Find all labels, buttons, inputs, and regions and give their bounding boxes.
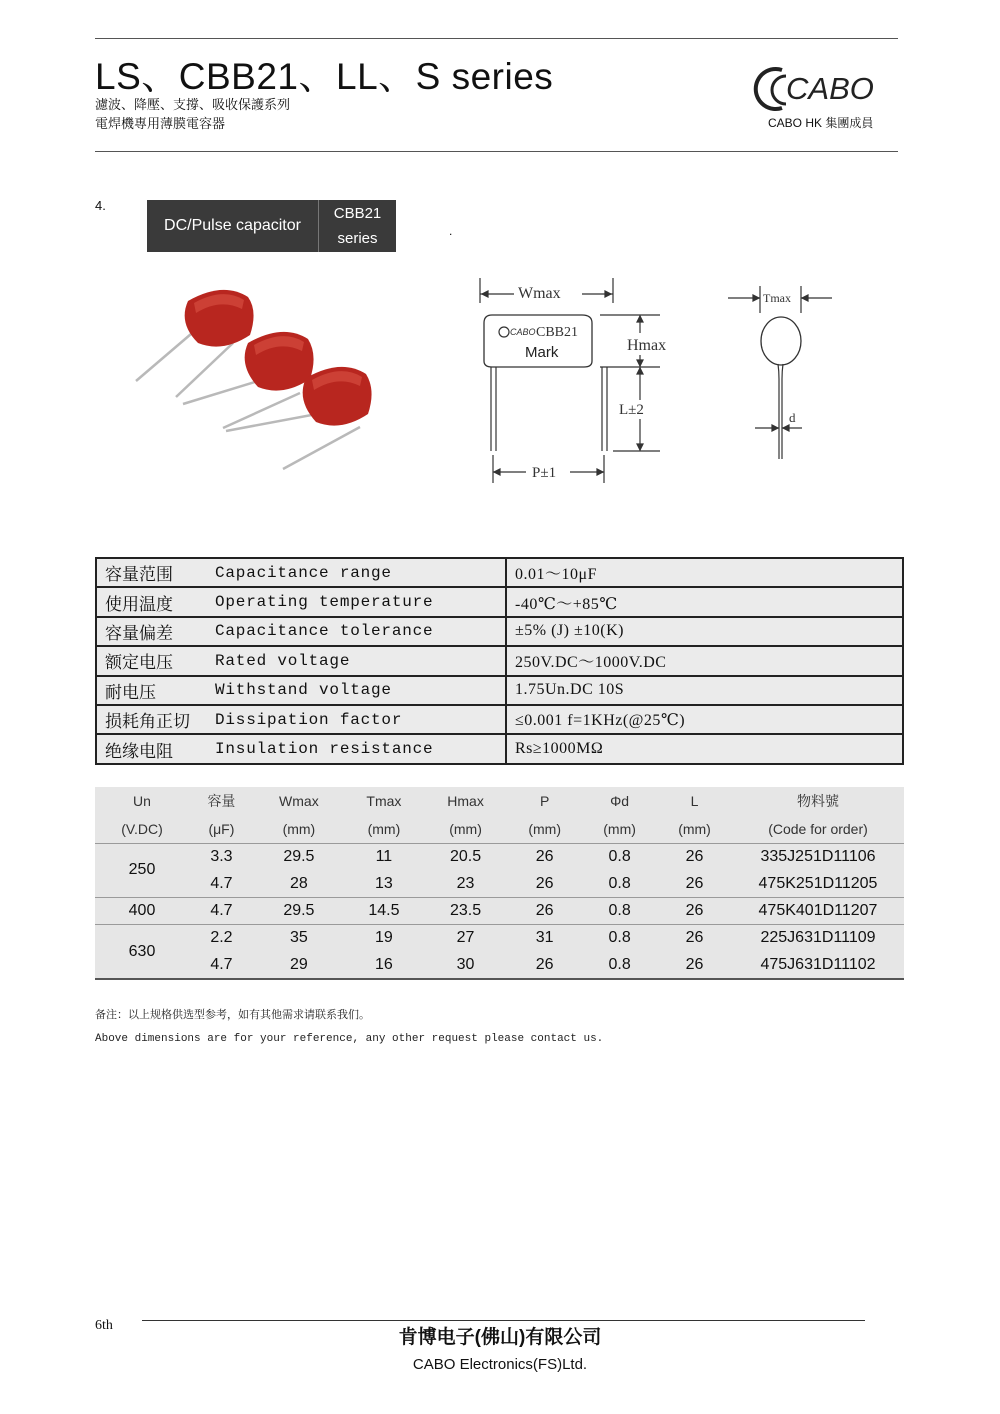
cell: 31 (507, 925, 582, 952)
wmax-label: Wmax (518, 285, 561, 302)
cell: 0.8 (582, 897, 657, 924)
spec-row (96, 676, 903, 705)
spec-row (96, 587, 903, 616)
spec-table (95, 557, 904, 765)
spec-en: Capacitance range (207, 558, 506, 587)
cell-un: 630 (95, 925, 189, 979)
subtitle-line-2: 電焊機專用薄膜電容器 (95, 116, 226, 131)
cell: 23.5 (424, 897, 507, 924)
spec-row (96, 705, 903, 734)
header-d: Φd (582, 787, 657, 815)
spec-cn: 损耗角正切 (96, 705, 207, 734)
lead-length-label: L±2 (619, 402, 644, 418)
table-row (95, 925, 904, 952)
spec-value: Rs≥1000MΩ (506, 734, 903, 763)
top-rule (95, 38, 898, 39)
section-label: DC/Pulse capacitor (147, 200, 319, 252)
section-number: 4. (95, 198, 106, 213)
cell-code: 475K251D11205 (732, 870, 904, 897)
unit-tmax: (mm) (344, 815, 424, 844)
cell: 29 (254, 952, 344, 979)
footer-rule (142, 1320, 865, 1321)
cell: 26 (507, 844, 582, 871)
cell: 28 (254, 870, 344, 897)
cell: 26 (657, 870, 732, 897)
hmax-label: Hmax (627, 337, 667, 354)
side-body-outline (761, 317, 801, 365)
spec-cn: 绝缘电阻 (96, 734, 207, 763)
cell-code: 475K401D11207 (732, 897, 904, 924)
logo-text: CABO (786, 71, 874, 106)
capacitor-photo (128, 283, 388, 473)
side-dimension-drawing (722, 283, 837, 463)
cell: 4.7 (189, 870, 254, 897)
tmax-label: Tmax (763, 291, 791, 305)
cell: 29.5 (254, 897, 344, 924)
company-name-en: CABO Electronics(FS)Ltd. (412, 1356, 588, 1373)
header-p: P (507, 787, 582, 815)
spec-value: ±5% (J) ±10(K) (506, 617, 903, 646)
spec-cn: 使用温度 (96, 587, 207, 616)
cell: 0.8 (582, 925, 657, 952)
body-brand: CABO (510, 327, 536, 337)
spec-row (96, 734, 903, 763)
spec-en: Capacitance tolerance (207, 617, 506, 646)
table-row (95, 870, 904, 897)
cell: 11 (344, 844, 424, 871)
logo-tagline: CABO HK 集團成員 (768, 116, 874, 130)
cell: 4.7 (189, 897, 254, 924)
cell: 26 (507, 870, 582, 897)
spec-value: 1.75Un.DC 10S (506, 676, 903, 705)
cell: 0.8 (582, 844, 657, 871)
spec-en: Rated voltage (207, 646, 506, 675)
spec-row (96, 646, 903, 675)
cell: 29.5 (254, 844, 344, 871)
company-name-cn: 肯博电子(佛山)有限公司 (398, 1327, 602, 1348)
subtitle-line-1: 濾波、降壓、支撐、吸收保護系列 (95, 97, 291, 112)
spec-row (96, 558, 903, 587)
cell: 26 (507, 952, 582, 979)
cell: 26 (657, 897, 732, 924)
section-label-box (147, 200, 396, 252)
body-mark: Mark (525, 344, 559, 361)
cell: 27 (424, 925, 507, 952)
capacitor-1 (185, 290, 254, 347)
header-rule (95, 151, 898, 152)
body-brand-icon (499, 327, 509, 337)
spec-en: Dissipation factor (207, 705, 506, 734)
header-un: Un (95, 787, 189, 815)
spec-en: Operating temperature (207, 587, 506, 616)
series-line-2: series (337, 230, 378, 247)
cell: 23 (424, 870, 507, 897)
header-l: L (657, 787, 732, 815)
lead-diameter-label: d (789, 410, 796, 425)
unit-capacitance: (μF) (189, 815, 254, 844)
unit-p: (mm) (507, 815, 582, 844)
cell: 26 (507, 897, 582, 924)
spec-value: 0.01～10μF (506, 558, 903, 587)
spec-row (96, 617, 903, 646)
note-cn: 备注：以上规格供选型参考，如有其他需求请联系我们。 (95, 1010, 370, 1022)
spec-cn: 容量偏差 (96, 617, 207, 646)
cell: 30 (424, 952, 507, 979)
cell: 19 (344, 925, 424, 952)
spec-value: 250V.DC～1000V.DC (506, 646, 903, 675)
page-title: LS、CBB21、LL、S series (95, 56, 554, 97)
cell: 16 (344, 952, 424, 979)
section-dot: . (449, 224, 453, 238)
logo-swoosh-inner (772, 76, 786, 104)
cell-un: 400 (95, 897, 189, 924)
cell: 26 (657, 925, 732, 952)
spec-cn: 容量范围 (96, 558, 207, 587)
unit-d: (mm) (582, 815, 657, 844)
spec-cn: 耐电压 (96, 676, 207, 705)
table-row (95, 897, 904, 924)
cell-code: 335J251D11106 (732, 844, 904, 871)
cell: 26 (657, 952, 732, 979)
table-row (95, 844, 904, 871)
table-row (95, 952, 904, 979)
header-code: 物料號 (732, 787, 904, 815)
cell: 13 (344, 870, 424, 897)
capacitor-3 (303, 367, 372, 426)
cell: 0.8 (582, 870, 657, 897)
capacitor-2 (245, 332, 314, 391)
cabo-logo (752, 58, 892, 114)
header-hmax: Hmax (424, 787, 507, 815)
cell: 14.5 (344, 897, 424, 924)
unit-hmax: (mm) (424, 815, 507, 844)
unit-code: (Code for order) (732, 815, 904, 844)
cell: 2.2 (189, 925, 254, 952)
table-header-row (95, 787, 904, 815)
spec-value: -40℃～+85℃ (506, 587, 903, 616)
section-series (319, 200, 396, 252)
cell-code: 225J631D11109 (732, 925, 904, 952)
cell: 26 (657, 844, 732, 871)
cell-un: 250 (95, 844, 189, 898)
header-wmax: Wmax (254, 787, 344, 815)
cell-code: 475J631D11102 (732, 952, 904, 979)
front-dimension-drawing (470, 275, 700, 490)
cell: 35 (254, 925, 344, 952)
page-number: 6th (95, 1318, 113, 1333)
unit-un: (V.DC) (95, 815, 189, 844)
note-en: Above dimensions are for your reference, any other request please contact us. (95, 1033, 604, 1045)
body-model: CBB21 (536, 325, 579, 340)
header-capacitance: 容量 (189, 787, 254, 815)
spec-value: ≤0.001 f=1KHz(@25℃) (506, 705, 903, 734)
spec-cn: 额定电压 (96, 646, 207, 675)
unit-wmax: (mm) (254, 815, 344, 844)
table-units-row (95, 815, 904, 844)
product-table (95, 787, 904, 980)
cell: 0.8 (582, 952, 657, 979)
spec-en: Withstand voltage (207, 676, 506, 705)
header-tmax: Tmax (344, 787, 424, 815)
spec-en: Insulation resistance (207, 734, 506, 763)
cell: 3.3 (189, 844, 254, 871)
unit-l: (mm) (657, 815, 732, 844)
series-line-1: CBB21 (333, 205, 382, 222)
cell: 4.7 (189, 952, 254, 979)
pitch-label: P±1 (532, 465, 557, 481)
cell: 20.5 (424, 844, 507, 871)
